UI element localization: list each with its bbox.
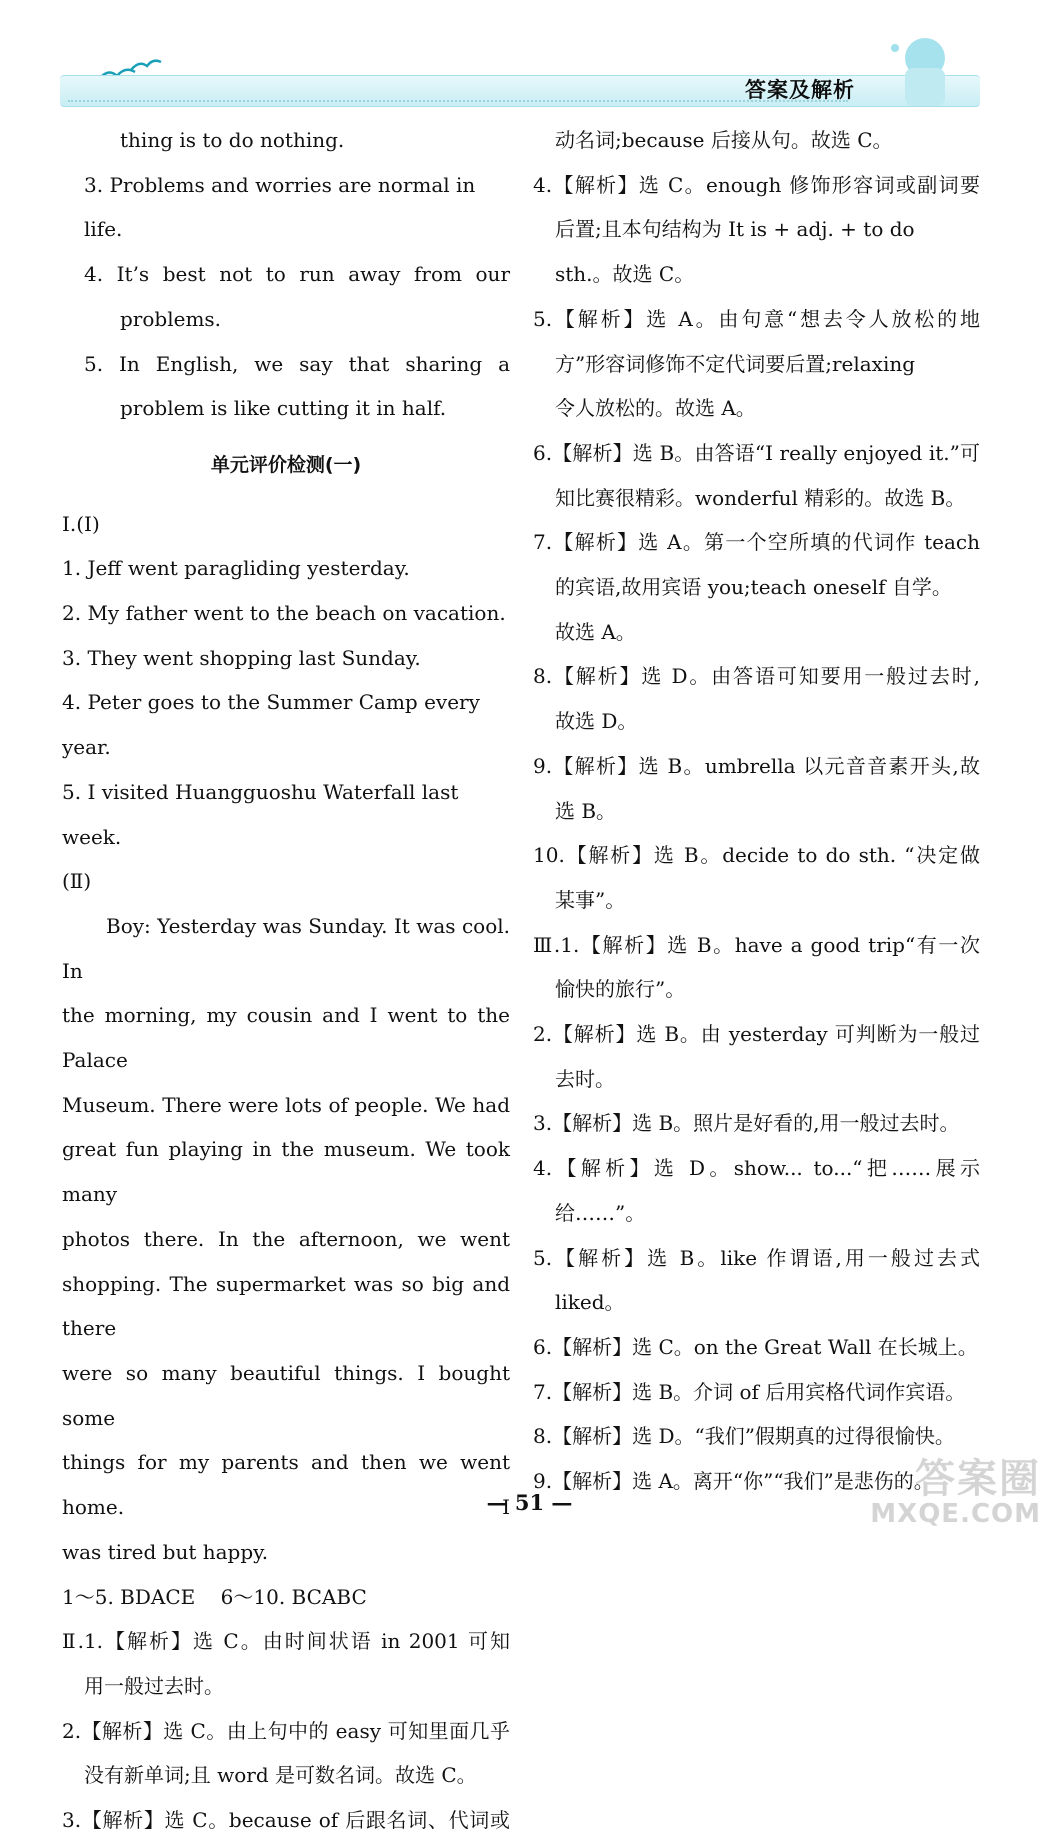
passage-line: photos there. In the afternoon, we went [62, 1226, 510, 1251]
explanation-line: 故选 D。 [555, 709, 638, 734]
explanation-item: 6.【解析】选 C。on the Great Wall 在长城上。 [533, 1334, 978, 1359]
explanation-line: 令人放松的。故选 A。 [555, 396, 756, 421]
watermark [870, 1458, 1041, 1528]
section-title: 单元评价检测(一) [210, 453, 362, 476]
explanation-line: 后置;且本句结构为 It is + adj. + to do [555, 217, 915, 242]
explanation-line: 的宾语,故用宾语 you;teach oneself 自学。 [555, 575, 952, 600]
explanation-item: 5.【解析】选 B。like 作谓语,用一般过去式 [533, 1245, 980, 1270]
list-item: 1. Jeff went paragliding yesterday. [62, 556, 410, 581]
text-line: 5. In English, we say that sharing a [84, 351, 510, 376]
explanation-item: 10.【解析】选 B。decide to do sth. “决定做 [533, 843, 980, 868]
watermark-logo: 答案圈 [915, 1456, 1041, 1502]
page-number: — 51 — [486, 1490, 573, 1515]
passage-line: was tired but happy. [62, 1539, 269, 1564]
explanation-line: 没有新单词;且 word 是可数名词。故选 C。 [84, 1763, 477, 1788]
explanation-item: 9.【解析】选 A。离开“你”“我们”是悲伤的。 [533, 1469, 934, 1494]
passage-line: great fun playing in the museum. We took many [62, 1137, 510, 1207]
right-column [533, 118, 980, 1504]
explanation-line: liked。 [555, 1290, 625, 1315]
list-item: 3. They went shopping last Sunday. [62, 645, 421, 670]
explanation-item: 2.【解析】选 B。由 yesterday 可判断为一般过 [533, 1022, 980, 1047]
part-heading: Ⅰ.(Ⅰ) [62, 511, 100, 536]
explanation-item: 4.【解析】选 C。enough 修饰形容词或副词要 [533, 172, 980, 197]
explanation-line: 故选 A。 [555, 619, 636, 644]
list-item: 5. I visited Huangguoshu Waterfall last week. [62, 779, 459, 849]
explanation-line: 3.【解析】选 C。because of 后跟名词、代词或 [62, 1808, 510, 1833]
text-line: problem is like cutting it in half. [120, 396, 447, 421]
explanation-item: 7.【解析】选 B。介词 of 后用宾格代词作宾语。 [533, 1379, 966, 1404]
explanation-item: 9.【解析】选 B。umbrella 以元音音素开头,故 [533, 753, 980, 778]
text-line: 4. It’s best not to run away from our [84, 262, 510, 287]
explanation-item: 8.【解析】选 D。“我们”假期真的过得很愉快。 [533, 1424, 955, 1449]
answer-key: 1～5. BDACE 6～10. BCABC [62, 1584, 367, 1609]
explanation-line: 愉快的旅行”。 [555, 977, 686, 1002]
explanation-line: 选 B。 [555, 798, 617, 823]
explanation-item: 3.【解析】选 B。照片是好看的,用一般过去时。 [533, 1111, 960, 1136]
page-header [0, 0, 1059, 118]
passage-line: things for my parents and then we went home. I [62, 1450, 510, 1520]
explanation-line: 去时。 [555, 1066, 615, 1091]
explanation-line: 方”形容词修饰不定代词要后置;relaxing [555, 351, 916, 376]
header-title: 答案及解析 [745, 78, 855, 102]
text-line: thing is to do nothing. [120, 128, 345, 152]
explanation-line: sth.。故选 C。 [555, 262, 695, 287]
left-column [62, 118, 510, 1843]
explanation-line: 知比赛很精彩。wonderful 精彩的。故选 B。 [555, 485, 966, 510]
text-line: problems. [120, 306, 222, 331]
part-heading: (Ⅱ) [62, 869, 92, 894]
explanation-line: Ⅱ.1.【解析】选 C。由时间状语 in 2001 可知 [62, 1629, 510, 1654]
explanation-item: Ⅲ.1.【解析】选 B。have a good trip“有一次 [533, 932, 980, 957]
explanation-line: 2.【解析】选 C。由上句中的 easy 可知里面几乎 [62, 1718, 510, 1743]
explanation-line: 给……”。 [555, 1200, 646, 1225]
explanation-line: 某事”。 [555, 887, 626, 912]
decorative-figure-icon [855, 28, 975, 108]
explanation-item: 8.【解析】选 D。由答语可知要用一般过去时, [533, 664, 980, 689]
explanation-item: 6.【解析】选 B。由答语“I really enjoyed it.”可 [533, 440, 980, 465]
header-dotted-line [68, 100, 848, 102]
explanation-item: 4.【解析】选 D。show... to...“把……展示 [533, 1156, 980, 1181]
text-line: 3. Problems and worries are normal in life. [84, 172, 476, 242]
explanation-item: 7.【解析】选 A。第一个空所填的代词作 teach [533, 530, 980, 555]
list-item: 4. Peter goes to the Summer Camp every year. [62, 690, 480, 760]
passage-line: were so many beautiful things. I bought some [62, 1360, 510, 1430]
explanation-item: 5.【解析】选 A。由句意“想去令人放松的地 [533, 306, 980, 331]
explanation-line: 动名词;because 后接从句。故选 C。 [555, 128, 893, 152]
passage-line: the morning, my cousin and I went to the Palace [62, 1003, 510, 1073]
passage-line: shopping. The supermarket was so big and there [62, 1271, 510, 1341]
passage-line: Boy: Yesterday was Sunday. It was cool. In [62, 913, 510, 983]
passage-line: Museum. There were lots of people. We had [62, 1092, 510, 1117]
list-item: 2. My father went to the beach on vacation. [62, 601, 506, 626]
watermark-site: MXQE.COM [870, 1499, 1041, 1529]
explanation-line: 用一般过去时。 [84, 1673, 224, 1698]
